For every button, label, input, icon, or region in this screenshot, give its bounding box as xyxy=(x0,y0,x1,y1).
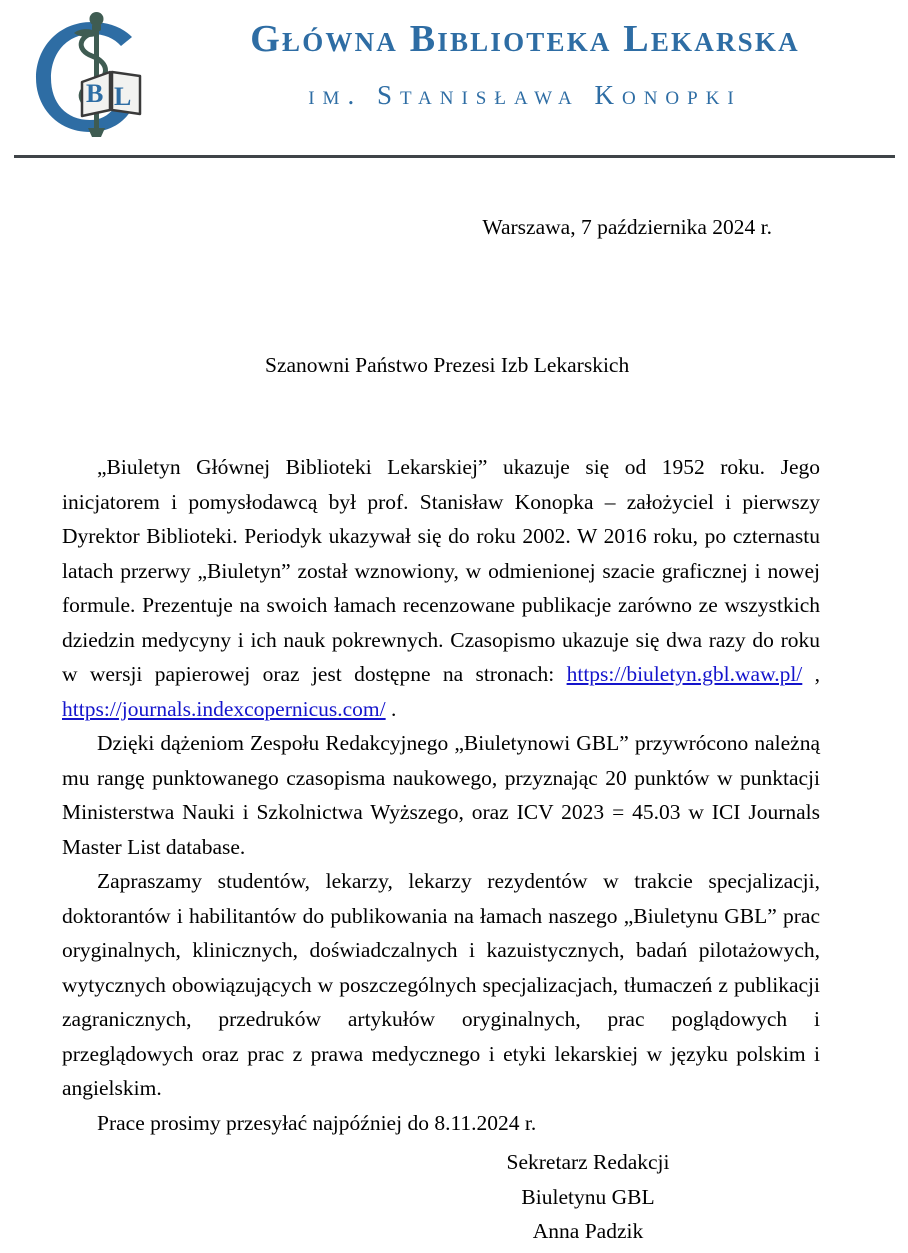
paragraph-1-text-a: „Biuletyn Głównej Biblioteki Lekarskiej” ukazuje się od 1952 roku. Jego inicjatorem i pomysłodawcą był prof. Stanisław Konopka – założyciel i pierwszy Dyrektor Biblioteki. Periodyk ukazywał się do roku 2002. W 2016 roku, po czternastu latach przerwy „Biuletyn” został wznowiony, w odmienionej szacie graficznej i nowej formule. Prezentuje na swoich łamach recenzowane publikacje zarówno ze wszystkich dziedzin medycyny i ich nauk pokrewnych. Czasopismo ukazuje się dwa razy do roku w wersji papierowej oraz jest dostępne na stronach: xyxy=(62,455,820,686)
gbl-logo-icon xyxy=(22,6,162,142)
signature-role-line-2: Biuletynu GBL xyxy=(521,1184,655,1209)
signature-name: Anna Padzik xyxy=(532,1219,644,1243)
signature-role-line-1: Sekretarz Redakcji xyxy=(506,1150,670,1174)
place-and-date: Warszawa, 7 października 2024 r. xyxy=(482,215,772,239)
paragraph-1-separator: , xyxy=(802,662,820,686)
paragraph-4: Prace prosimy przesyłać najpóźniej do 8.11.2024 r. xyxy=(97,1110,537,1135)
paragraph-2: Dzięki dążeniom Zespołu Redakcyjnego „Biuletynowi GBL” przywrócono należną mu rangę punktowanego czasopisma naukowego, przyznając 20 punktów w punktacji Ministerstwa Nauki i Szkolnictwa Wyższego, oraz ICV 2023 = 45.03 w ICI Journals Master List database. xyxy=(62,731,820,859)
svg-text:L: L xyxy=(114,82,132,111)
letterhead-headings xyxy=(160,16,890,112)
signature-block xyxy=(390,1145,786,1249)
salutation: Szanowni Państwo Prezesi Izb Lekarskich xyxy=(265,353,630,377)
paragraph-3: Zapraszamy studentów, lekarzy, lekarzy rezydentów w trakcie specjalizacji, doktorantów i habilitantów do publikowania na łamach naszego „Biuletynu GBL” prac oryginalnych, klinicznych, doświadczalnych i kazuistycznych, badań pilotażowych, wytycznych obowiązujących w poszczególnych specjalizacjach, tłumaczeń z publikacji zagranicznych, przedruków artykułów oryginalnych, prac poglądowych i przeglądowych oraz prac z prawa medycznego i etyki lekarskiej w języku polskim i angielskim. xyxy=(62,869,820,1100)
header-divider xyxy=(14,155,895,158)
svg-text:B: B xyxy=(86,79,104,108)
link-biuletyn-gbl-waw-pl[interactable]: https://biuletyn.gbl.waw.pl/ xyxy=(566,662,803,686)
link-journals-indexcopernicus-com[interactable]: https://journals.indexcopernicus.com/ xyxy=(62,696,386,721)
letterhead xyxy=(0,0,908,152)
paragraph-1-text-b: . xyxy=(385,696,397,721)
organization-name-primary: Główna Biblioteka Lekarska xyxy=(250,18,800,60)
organization-name-secondary: im. Stanisława Konopki xyxy=(308,80,742,110)
gbl-logo xyxy=(22,6,162,142)
letter-body xyxy=(62,450,820,1140)
paragraph-1 xyxy=(62,450,820,726)
